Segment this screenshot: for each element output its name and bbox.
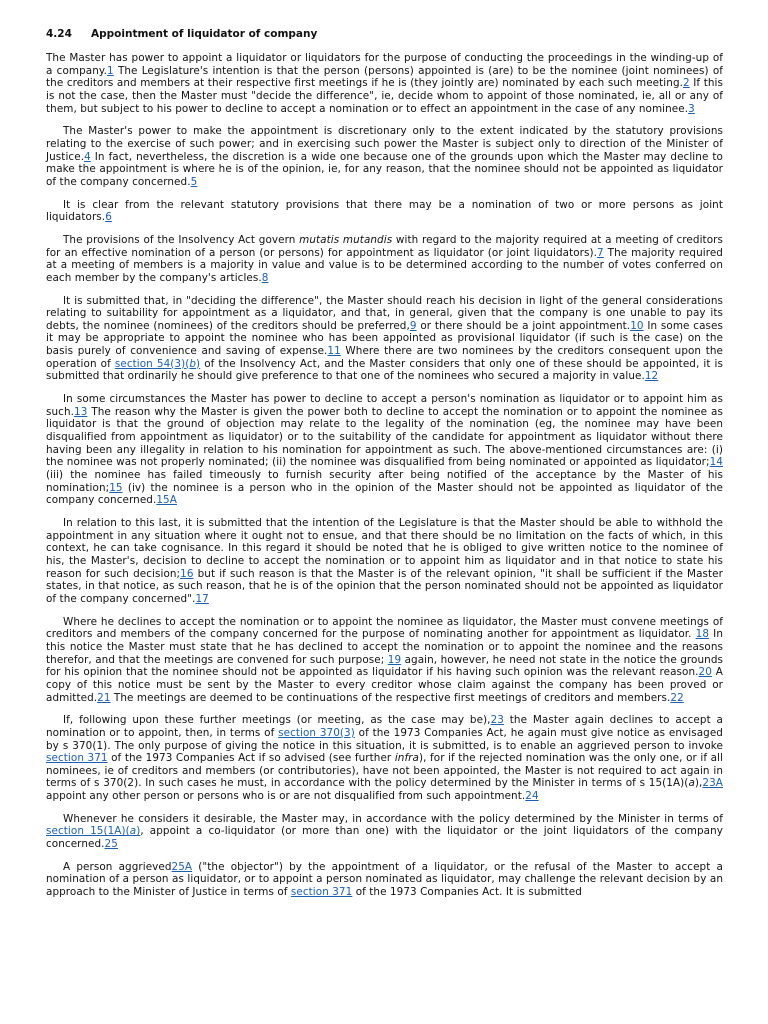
text-run: A person aggrieved [63, 860, 172, 873]
statute-link[interactable]: b [189, 357, 197, 370]
footnote-link[interactable]: 20 [698, 666, 712, 679]
footnote-link[interactable]: 3 [688, 102, 695, 115]
text-run: ("the objector") by the appointment of a liquidator, or the refusal of the Master to accept a nomination of a person as liquidator, or to appoint a person nominated as liquidator, may challenge the relevant decision by an approach to the Minister of Justice in terms of [46, 860, 723, 899]
italic-text: a [688, 777, 695, 790]
text-run: The majority required at a meeting of members is a majority in value and value is to be determined according to the number of votes conferred on each member by the company's articles. [46, 246, 723, 284]
footnote-link[interactable]: 1 [107, 64, 114, 77]
statute-link[interactable]: section 370(3) [278, 726, 355, 739]
paragraph [46, 125, 723, 188]
text-run: again, however, he need not state in the notice the grounds for his opinion that the nominee should not be appointed as liquidator if his having such opinion was the relevant reason. [46, 653, 723, 679]
footnote-link[interactable]: 17 [195, 592, 209, 605]
paragraph [46, 393, 723, 507]
text-run: The Legislature's intention is that the person (persons) appointed is (are) to be the nominee (joint nominees) of the creditors and members at their respective first meetings if he is (they jointly are) nominated by each such meeting. [46, 64, 723, 90]
text-run: In some cases it may be appropriate to appoint the nominee who has been appointed as provisional liquidator (if such is the case) on the basis purely of convenience and saving of expense. [46, 319, 723, 358]
text-run: or there should be a joint appointment. [416, 319, 631, 332]
paragraph [46, 813, 723, 851]
body-text [46, 52, 723, 899]
text-run: Where there are two nominees by the creditors consequent upon the operation of [46, 345, 723, 370]
paragraph [46, 861, 723, 899]
text-run: In fact, nevertheless, the discretion is a wide one because one of the grounds upon which the Master may decline to make the appointment is where he is of the opinion, ie, for any reason, that the nominee should not be appointed as liquidator of the company concerned. [46, 150, 723, 188]
footnote-link[interactable]: 6 [105, 211, 112, 224]
footnote-link[interactable]: 22 [670, 691, 684, 704]
text-run: A copy of this notice must be sent by the Master to every creditor whose claim against the company has been proved or admitted. [46, 666, 723, 704]
footnote-link[interactable]: 14 [709, 456, 723, 469]
footnote-link[interactable]: 23A [702, 777, 723, 790]
paragraph [46, 199, 723, 224]
footnote-link[interactable]: 16 [180, 567, 194, 580]
statute-link[interactable]: section 54(3)( [114, 357, 190, 370]
document-page [46, 28, 723, 909]
footnote-link[interactable]: 13 [74, 405, 88, 418]
footnote-link[interactable]: 4 [84, 150, 91, 163]
section-heading [46, 28, 723, 41]
statute-link[interactable]: section 371 [290, 886, 353, 899]
footnote-link[interactable]: 12 [644, 370, 659, 383]
footnote-link[interactable]: 23 [490, 714, 504, 727]
paragraph [46, 714, 723, 803]
footnote-link[interactable]: 5 [190, 175, 198, 188]
footnote-link[interactable]: 2 [683, 77, 690, 90]
text-run: The meetings are deemed to be continuations of the respective first meetings of creditors and members. [110, 691, 671, 704]
text-run: ), [694, 777, 703, 790]
paragraph [46, 616, 723, 705]
footnote-link[interactable]: 24 [525, 790, 539, 803]
footnote-link[interactable]: 25 [104, 838, 118, 851]
text-run: In relation to this last, it is submitted that the intention of the Legislature is that the Master should be able to withhold the appointment in any situation where it ought not to ensue, and that there should be no limitation on the facts of which, in this context, he can take cognisance. In this regard it should be noted that he is obliged to give written notice to the nominee of his, the Master's, decision to decline to accept the nomination or to appoint him as liquidator and in that notice to state his reason for such decision; [46, 517, 723, 580]
text-run: If this is not the case, then the Master must "decide the difference", ie, decide whom to appoint of those nominated, ie, all or any of them, but subject to his power to decline to accept a nomination or to effect an appointment in the case of any nominee. [46, 77, 723, 115]
footnote-link[interactable]: 8 [261, 271, 269, 284]
text-run: In some circumstances the Master has power to decline to accept a person's nomination as liquidator or to appoint him as such. [46, 393, 723, 418]
footnote-link[interactable]: 10 [630, 319, 644, 332]
statute-link[interactable]: ) [196, 357, 201, 370]
text-run: but if such reason is that the Master is of the relevant opinion, "it shall be sufficient if the Master states, in that notice, as such reason, that he is of the opinion that the person nominated should not be appointed as liquidator of the company concerned". [46, 567, 724, 605]
text-run: ), for if the rejected nomination was the only one, or if all nominees, ie of creditors and members (or contributories), have not been appointed, the Master is not required to act again in terms of s 370(2). In such cases he must, in accordance with the policy determined by the Minister in terms of s 15(1A)( [46, 752, 723, 790]
section-number: 4.24 [46, 28, 72, 40]
text-run: of the Insolvency Act, and the Master considers that only one of these should be appointed, it is submitted that ordinarily he should give preference to that one of the nominees who secured a majority in value. [46, 357, 723, 383]
text-run: In this notice the Master must state that he has declined to accept the nomination or to appoint the nominee and the reasons therefor, and that the meetings are convened for such purpose; [46, 628, 723, 666]
footnote-link[interactable]: 7 [597, 246, 604, 259]
paragraph [46, 295, 723, 384]
footnote-link[interactable]: 15A [156, 494, 177, 507]
footnote-link[interactable]: 11 [327, 345, 341, 358]
footnote-link[interactable]: 25A [171, 860, 193, 873]
text-run: with regard to the majority required at a meeting of creditors for an effective nomination of a person (or persons) for appointment as liquidator (or joint liquidators). [46, 233, 723, 259]
text-run: of the 1973 Companies Act if so advised (see further [107, 752, 395, 765]
text-run: , appoint a co-liquidator (or more than one) with the liquidator or the joint liquidators of the company concerned. [46, 825, 723, 851]
text-run: It is submitted that, in "deciding the difference", the Master should reach his decision in light of the general considerations relating to suitability for appointment as a liquidator, and that, in general, given that the company is one unable to pay its debts, the nominee (nominees) of the creditors should be preferred, [46, 294, 723, 332]
statute-link[interactable]: ) [136, 825, 141, 838]
footnote-link[interactable]: 9 [409, 319, 417, 332]
text-run: of the 1973 Companies Act. It is submitted [352, 886, 582, 899]
text-run: appoint any other person or persons who is or are not disqualified from such appointment. [46, 790, 526, 803]
paragraph [46, 52, 723, 115]
paragraph [46, 234, 723, 285]
text-run: Where he declines to accept the nomination or to appoint the nominee as liquidator, the Master must convene meetings of creditors and members of the company concerned for the purpose of nominating another for appointment as liquidator. [46, 615, 723, 641]
text-run: Whenever he considers it desirable, the Master may, in accordance with the policy determined by the Minister in terms of [63, 812, 723, 825]
text-run: of the 1973 Companies Act, he again must give notice as envisaged by s 370(1). The only purpose of giving the notice in this situation, it is submitted, is to enable an aggrieved person to invoke [46, 726, 723, 752]
footnote-link[interactable]: 18 [695, 628, 710, 641]
italic-text: infra [394, 752, 419, 765]
footnote-link[interactable]: 19 [387, 653, 402, 666]
statute-link[interactable]: section 15(1A)( [46, 825, 130, 838]
text-run: It is clear from the relevant statutory provisions that there may be a nomination of two or more persons as joint liquidators. [46, 198, 723, 224]
footnote-link[interactable]: 21 [97, 691, 111, 704]
text-run: (iv) the nominee is a person who in the opinion of the Master should not be appointed as liquidator of the company concerned. [46, 481, 723, 507]
italic-text: mutatis mutandis [299, 233, 393, 246]
text-run: If, following upon these further meetings (or meeting, as the case may be), [63, 714, 491, 727]
text-run: The reason why the Master is given the power both to decline to accept the nomination or to appoint the nominee as liquidator is that the ground of objection may relate to the legality of the nomination (eg, the nominee may have been disqualified from appointment as liquidator) or to the suitability of the candidate for appointment as liquidator without there having been any illegality in relation to his nomination for appointment as such. The above-mentioned circumstances are: (i) the nominee was not properly nominated; (ii) the nominee was disqualified from being nominated or appointed as liquidator; [46, 405, 723, 469]
statute-link[interactable]: section 371 [46, 752, 108, 765]
paragraph [46, 517, 723, 606]
text-run: (iii) the nominee has failed timeously to furnish security after being notified of the acceptance by the Master of his nomination; [46, 469, 723, 494]
section-title: Appointment of liquidator of company [91, 28, 318, 40]
statute-link[interactable]: a [129, 825, 137, 838]
text-run: The provisions of the Insolvency Act govern [63, 233, 300, 246]
text-run: The Master's power to make the appointment is discretionary only to the extent indicated by the statutory provisions relating to the exercise of such power; and in exercising such power the Master is subject only to direction of the Minister of Justice. [46, 125, 723, 163]
text-run: the Master again declines to accept a nomination or to appoint, then, in terms of [46, 714, 723, 739]
footnote-link[interactable]: 15 [109, 481, 123, 494]
text-run: The Master has power to appoint a liquidator or liquidators for the purpose of conducting the proceedings in the winding-up of a company. [46, 52, 723, 77]
